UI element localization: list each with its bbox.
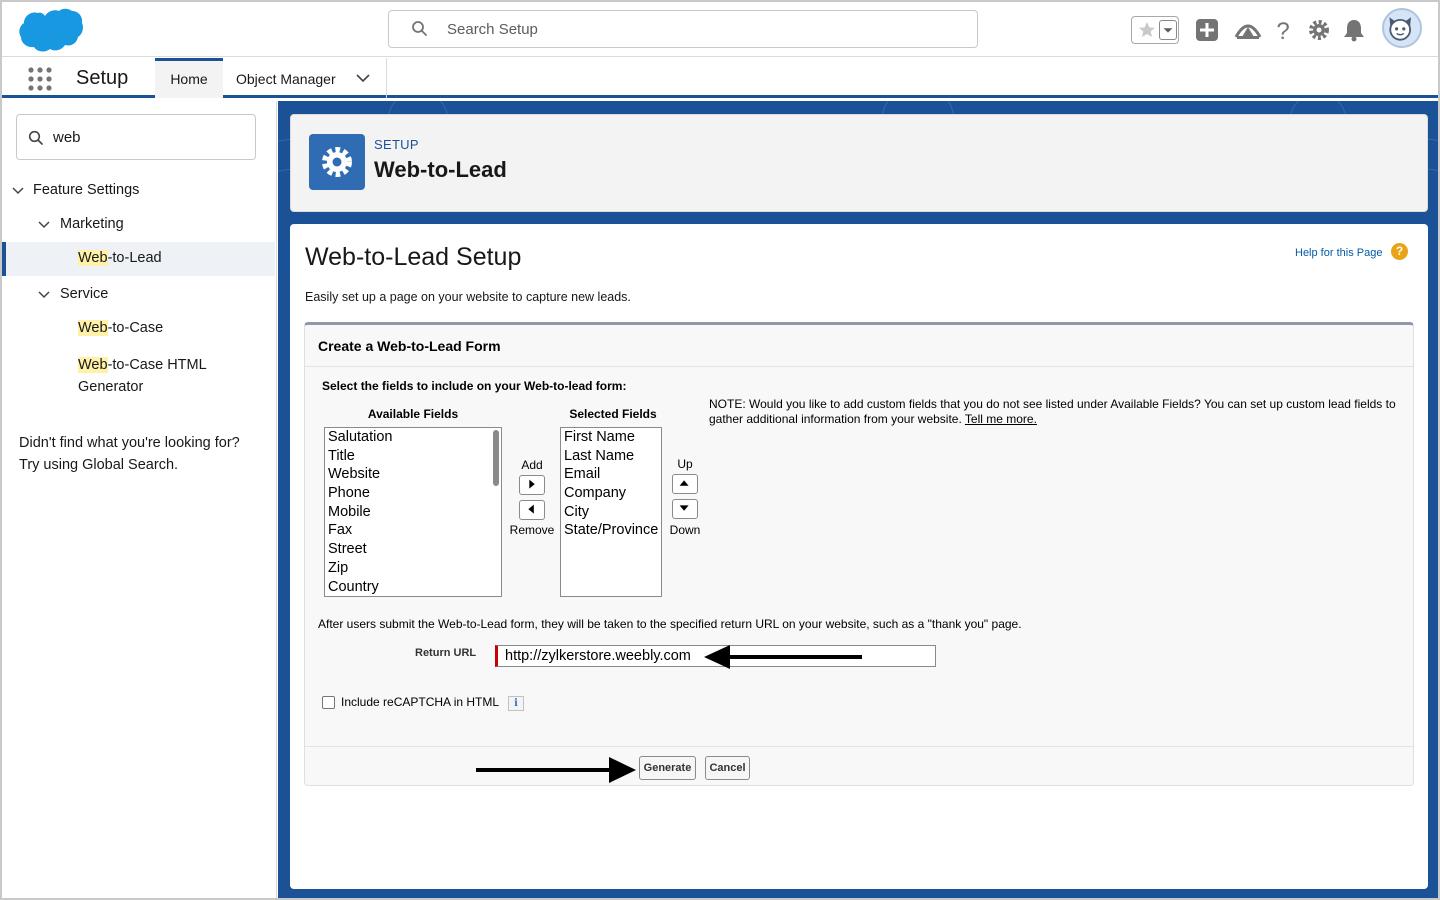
sidebar-item-label: Web-to-Case HTML Generator — [78, 357, 207, 395]
setup-sidebar — [2, 101, 277, 900]
tree-marketing-label: Marketing — [60, 216, 124, 232]
arrow-left-icon — [520, 501, 544, 519]
custom-fields-note: NOTE: Would you like to add custom fields that you do not see listed under Available Fields? You can set up custom lead fields to gather additional information from your website. Tell me more. — [709, 397, 1396, 426]
add-button[interactable] — [519, 475, 545, 495]
sidebar-item-label: Web-to-Case — [78, 320, 164, 336]
remove-button[interactable] — [519, 500, 545, 520]
chevron-down-icon[interactable] — [38, 289, 50, 301]
help-icon[interactable] — [1269, 16, 1297, 44]
list-option[interactable]: Email — [564, 466, 601, 483]
tree-feature-settings-label: Feature Settings — [33, 182, 140, 198]
list-option[interactable]: Country — [328, 578, 379, 595]
available-fields-list[interactable] — [324, 427, 502, 597]
list-option[interactable]: City — [564, 503, 589, 520]
list-option[interactable]: Last Name — [564, 447, 635, 464]
add-icon[interactable] — [1193, 16, 1221, 44]
available-fields-label: Available Fields — [367, 407, 459, 421]
arrow-right-icon — [520, 476, 544, 494]
page-eyebrow: SETUP — [374, 137, 419, 152]
down-label: Down — [669, 523, 701, 537]
sidebar-item-web-to-case[interactable] — [2, 319, 275, 339]
return-url-explanation: After users submit the Web-to-Lead form, they will be taken to the specified return URL on your website, such as a "thank you" page. — [318, 617, 1022, 631]
remove-label: Remove — [509, 523, 555, 537]
selected-fields-list[interactable] — [560, 427, 662, 597]
sidebar-item-web-to-case-html-generator[interactable] — [2, 353, 275, 397]
search-icon — [411, 20, 429, 38]
context-bar — [2, 58, 1438, 98]
available-fields-options — [325, 428, 501, 596]
list-option[interactable]: Title — [328, 447, 355, 464]
tree-feature-settings[interactable] — [2, 181, 275, 201]
list-option[interactable]: Mobile — [328, 503, 371, 520]
divider — [305, 366, 1413, 367]
info-icon[interactable]: i — [508, 696, 524, 711]
no-results-message: Didn't find what you're looking for? Try using Global Search. — [19, 435, 240, 473]
trailhead-icon[interactable] — [1234, 16, 1262, 44]
sidebar-item-label: Web-to-Lead — [78, 250, 162, 266]
arrow-up-icon — [673, 475, 697, 493]
app-launcher-icon[interactable] — [28, 67, 52, 91]
favorites-star-icon[interactable] — [1137, 20, 1157, 40]
add-label: Add — [521, 458, 543, 472]
global-header — [2, 2, 1438, 57]
tab-home-label: Home — [170, 71, 208, 87]
app-name: Setup — [76, 67, 129, 89]
gear-icon[interactable] — [1305, 16, 1333, 44]
list-option[interactable]: Zip — [328, 559, 349, 576]
help-for-this-page-link[interactable]: Help for this Page — [1295, 247, 1383, 259]
search-placeholder: Search Setup — [447, 21, 538, 38]
recaptcha-label: Include reCAPTCHA in HTML — [341, 695, 500, 709]
list-option[interactable]: State/Province — [564, 522, 659, 539]
return-url-input[interactable]: http://zylkerstore.weebly.com — [495, 645, 936, 667]
up-label: Up — [677, 457, 693, 471]
selected-fields-label: Selected Fields — [569, 407, 657, 421]
list-option[interactable]: Fax — [328, 522, 353, 539]
return-url-label: Return URL — [415, 647, 477, 659]
favorites-button[interactable] — [1131, 16, 1179, 44]
tab-object-manager-label: Object Manager — [236, 71, 336, 87]
chevron-down-icon[interactable] — [356, 73, 370, 83]
move-up-button[interactable] — [672, 474, 698, 494]
avatar[interactable] — [1382, 8, 1422, 48]
page-title: Web-to-Lead — [374, 157, 507, 182]
move-down-button[interactable] — [672, 499, 698, 519]
tree-service-label: Service — [60, 286, 109, 302]
cancel-button[interactable]: Cancel — [705, 756, 750, 780]
content-card — [290, 224, 1428, 889]
setup-description: Easily set up a page on your website to capture new leads. — [305, 290, 631, 304]
scrollbar[interactable] — [493, 430, 499, 486]
svg-text:?: ? — [1276, 18, 1290, 44]
chevron-down-icon[interactable] — [38, 219, 50, 231]
panel-title: Create a Web-to-Lead Form — [318, 338, 501, 354]
chevron-down-icon[interactable] — [1159, 20, 1177, 40]
setup-gear-icon — [309, 134, 365, 190]
sidebar-item-web-to-lead[interactable] — [2, 242, 275, 276]
tab-object-manager[interactable] — [223, 58, 387, 98]
quick-find-value: web — [53, 129, 81, 146]
selected-fields-options — [561, 428, 661, 540]
generate-button[interactable]: Generate — [639, 756, 696, 780]
tell-me-more-link[interactable]: Tell me more. — [964, 412, 1037, 426]
list-option[interactable]: Street — [328, 541, 367, 558]
recaptcha-checkbox[interactable] — [322, 696, 335, 709]
select-fields-prompt: Select the fields to include on your Web-to-lead form: — [322, 379, 627, 393]
divider — [305, 746, 1413, 747]
salesforce-logo-icon[interactable] — [18, 7, 84, 53]
avatar-icon — [1384, 10, 1420, 46]
page-header — [290, 114, 1428, 212]
global-search-input[interactable] — [388, 10, 978, 48]
list-option[interactable]: First Name — [564, 429, 635, 445]
list-option[interactable]: Website — [328, 466, 381, 483]
list-option[interactable]: Phone — [328, 485, 370, 502]
search-icon — [28, 130, 44, 146]
list-option[interactable]: Company — [564, 485, 627, 502]
bell-icon[interactable] — [1340, 16, 1368, 44]
tree-marketing[interactable] — [2, 215, 275, 235]
chevron-down-icon[interactable] — [12, 185, 24, 197]
quick-find-input[interactable] — [16, 114, 256, 160]
list-option[interactable]: Salutation — [328, 429, 393, 445]
web-to-lead-form-panel — [304, 322, 1414, 786]
arrow-down-icon — [673, 500, 697, 518]
setup-title: Web-to-Lead Setup — [305, 243, 522, 271]
tab-home[interactable] — [155, 58, 223, 98]
tree-service[interactable] — [2, 285, 275, 305]
help-icon[interactable]: ? — [1391, 243, 1408, 260]
